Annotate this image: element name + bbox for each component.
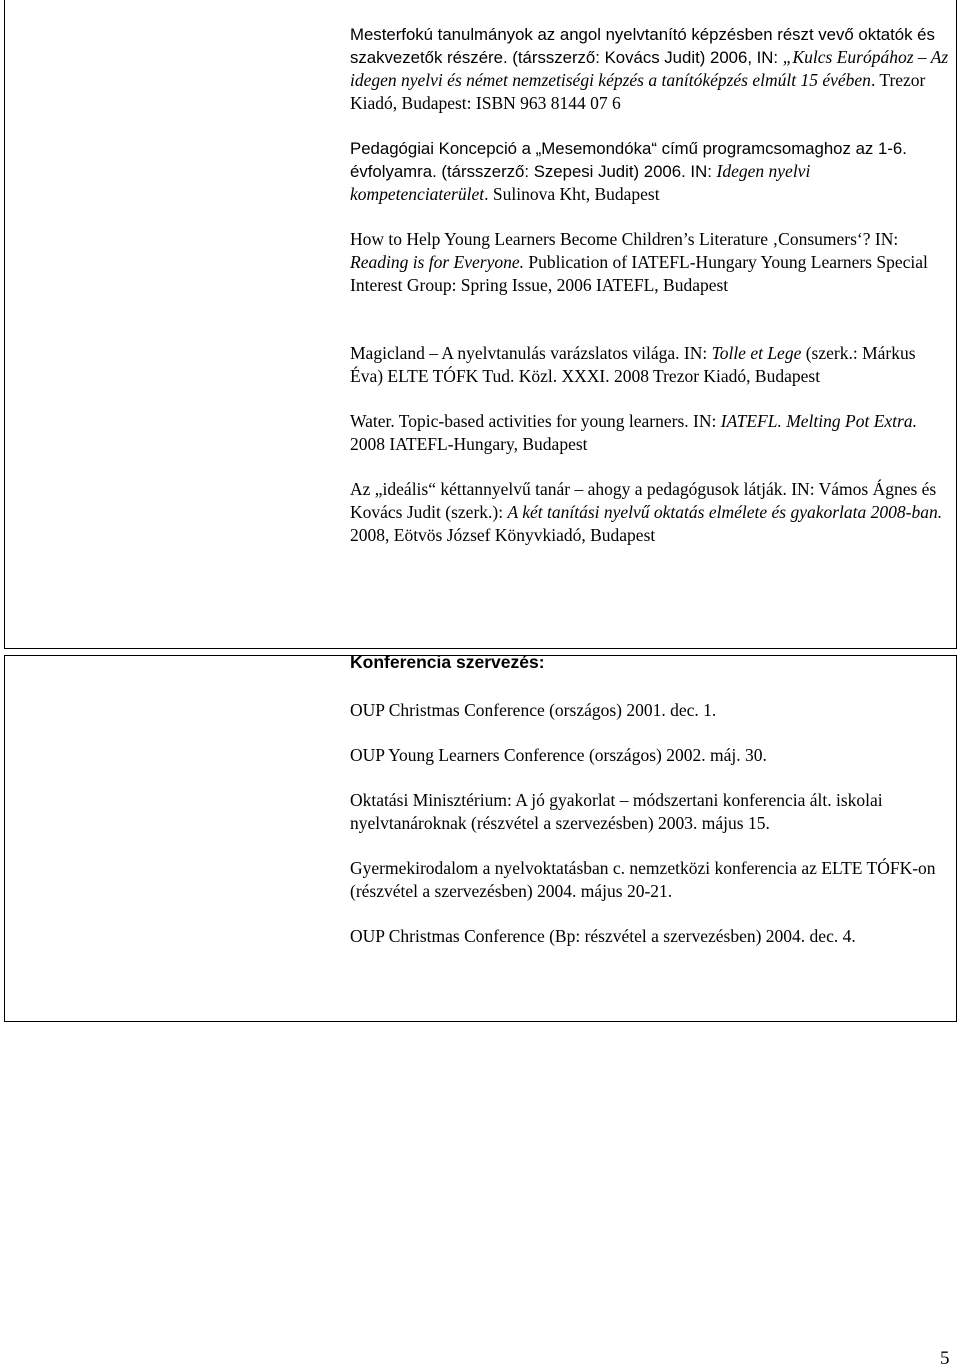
publication-title: IATEFL. Melting Pot Extra.	[720, 411, 917, 431]
publication-title: „Kulcs Európához – Az idegen nyelvi és német nemzetiségi képzés a tanítóképzés elmúlt 15 évében	[350, 47, 949, 90]
publications-left-column	[5, 0, 340, 648]
publications-cell	[350, 23, 952, 547]
publication-text: Publication of IATEFL-Hungary Young Learners Special Interest Group: Spring Issue, 2006 IATEFL, Budapest	[350, 252, 928, 295]
publication-title: A két tanítási nyelvű oktatás elmélete és gyakorlata 2008-ban.	[507, 502, 943, 522]
publication-title: Reading is for Everyone.	[350, 252, 524, 272]
conference-item: OUP Christmas Conference (országos) 2001. dec. 1.	[350, 700, 717, 720]
publication-title: Idegen nyelvi kompetenciaterület	[350, 161, 811, 204]
publication-text: 2008 IATEFL-Hungary, Budapest	[350, 434, 588, 454]
conference-table	[4, 652, 957, 1022]
publication-text: . Trezor Kiadó, Budapest: ISBN 963 8144 07 6	[350, 70, 926, 113]
publication-entry	[350, 137, 952, 206]
publications-table	[4, 0, 957, 649]
publication-entry	[350, 478, 952, 547]
publication-text: How to Help Young Learners Become Children’s Literature ‚Consumers‘? IN:	[350, 229, 899, 249]
conference-item: Oktatási Minisztérium: A jó gyakorlat – módszertani konferencia ált. iskolai nyelvtanároknak (részvétel a szervezésben) 2003. május 15.	[350, 790, 883, 833]
publication-entry	[350, 342, 952, 388]
publication-text: . Sulinova Kht, Budapest	[484, 184, 660, 204]
publication-text: Az „ideális“ kéttannyelvű tanár – ahogy a pedagógusok látják. IN: Vámos Ágnes és Kovács Judit (szerk.):	[350, 479, 937, 522]
conference-item: OUP Young Learners Conference (országos) 2002. máj. 30.	[350, 745, 767, 765]
publication-entry	[350, 410, 952, 456]
conference-left-column	[5, 656, 340, 1021]
publication-text: (szerk.: Márkus Éva) ELTE TÓFK Tud. Közl. XXXI. 2008 Trezor Kiadó, Budapest	[350, 343, 916, 386]
publication-title: Tolle et Lege	[711, 343, 802, 363]
publication-text: Mesterfokú tanulmányok az angol nyelvtanító képzésben részt vevő oktatók és szakvezetők részére. (társszerző: Kovács Judit) 2006, IN:	[350, 25, 935, 67]
publication-text: Magicland – A nyelvtanulás varázslatos világa. IN:	[350, 343, 712, 363]
publication-entry	[350, 228, 952, 297]
publication-entry	[350, 23, 952, 115]
conference-item: Gyermekirodalom a nyelvoktatásban c. nemzetközi konferencia az ELTE TÓFK-on (részvétel a szervezésben) 2004. május 20-21.	[350, 858, 936, 901]
conference-item: OUP Christmas Conference (Bp: részvétel a szervezésben) 2004. dec. 4.	[350, 926, 856, 946]
publication-text: Water. Topic-based activities for young learners. IN:	[350, 411, 721, 431]
page-number: 5	[940, 1348, 950, 1369]
conference-cell	[350, 651, 952, 948]
conference-heading: Konferencia szervezés:	[350, 652, 545, 672]
publication-text: Pedagógiai Koncepció a „Mesemondóka“ című programcsomaghoz az 1-6. évfolyamra. (társszerző: Szepesi Judit) 2006. IN:	[350, 139, 907, 181]
publication-text: 2008, Eötvös József Könyvkiadó, Budapest	[350, 525, 656, 545]
